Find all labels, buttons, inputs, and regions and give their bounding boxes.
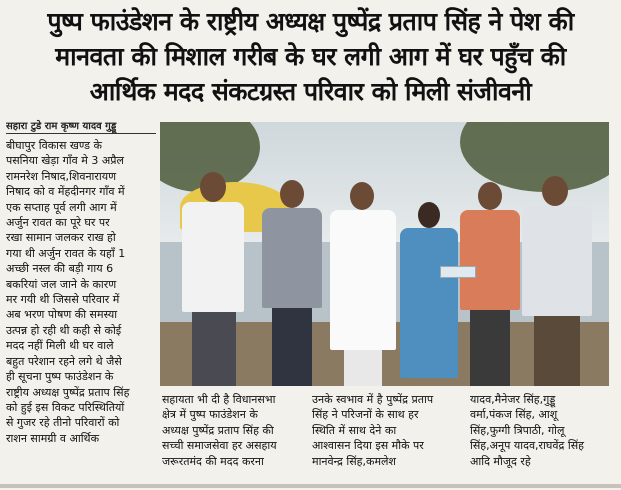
text-line: अर्जुन रावत का पूरे घर पर — [6, 216, 110, 230]
article-column-4 — [470, 392, 615, 469]
text-line: अच्छी नस्ल की बड़ी गाय 6 — [6, 262, 114, 276]
text-line: अध्यक्ष पुष्पेंद्र प्रताप सिंह की — [162, 423, 274, 437]
text-line: मानवेन्द्र सिंह,कमलेश — [312, 454, 396, 468]
text-line: पसनिया खेड़ा गाँव मे 3 अप्रैल — [6, 154, 124, 168]
headline-line-3: आर्थिक मदद संकटग्रस्त परिवार को मिली संजीवनी — [89, 77, 532, 106]
text-line: ही सूचना पुष्प फाउंडेशन के — [6, 370, 114, 384]
text-line: रामनरेश निषाद,शिवनारायण — [6, 169, 117, 183]
text-line: सिंह,फुग्गी त्रिपाठी, गोलू — [470, 423, 565, 437]
news-photo — [160, 122, 609, 386]
bottom-rule — [0, 484, 621, 488]
text-line: बकरियां जल जाने के कारण — [6, 277, 117, 291]
text-line: स्थिति में साथ देने का — [312, 423, 397, 437]
text-line: बहुत परेशान रहने लगे थे जैसे — [6, 354, 122, 368]
text-line: आदि मौजूद रहे — [470, 454, 531, 468]
text-line: आश्वासन दिया इस मौके पर — [312, 439, 424, 453]
text-line: से गुजर रहे तीनो परिवारों को — [6, 416, 120, 430]
text-line: रखा सामान जलकर राख हो — [6, 231, 116, 245]
byline: सहारा टुडे राम कृष्ण यादव गुड्डू — [6, 118, 156, 134]
text-line: राशन सामग्री व आर्थिक — [6, 431, 100, 445]
text-line: गया थी अर्जुन रावत के यहाँ 1 — [6, 246, 126, 260]
text-line: सिंह ने परिजनों के साथ हर — [312, 408, 419, 422]
text-line: क्षेत्र में पुष्प फाउंडेशन के — [162, 408, 258, 422]
text-line: जरूरतमंद की मदद करना — [162, 454, 264, 468]
text-line: निषाद को व मेंहदीनगर गाँव में — [6, 185, 125, 199]
headline-line-2: मानवता की मिशाल गरीब के घर लगी आग में घर पहुँच की — [55, 42, 566, 71]
article-column-2 — [162, 392, 294, 469]
headline-line-1: पुष्प फाउंडेशन के राष्ट्रीय अध्यक्ष पुष्पेंद्र प्रताप सिंह ने पेश की — [47, 7, 574, 36]
photo-cash-packet — [440, 266, 476, 278]
text-line: सिंह,अनूप यादव,राघवेंद्र सिंह — [470, 439, 584, 453]
text-line: उनके स्वभाव में है पुष्पेंद्र प्रताप — [312, 393, 434, 406]
text-line: सच्ची समाजसेवा हर असहाय — [162, 439, 277, 453]
headline — [0, 4, 621, 109]
text-line: उत्पन्न हो रही थी कही से कोई — [6, 323, 122, 337]
text-line: यादव,मैनेजर सिंह,गुड्डू — [470, 393, 556, 406]
text-line: मर गयी थी जिससे परिवार में — [6, 293, 120, 307]
text-line: सहायता भी दी है विधानसभा — [162, 393, 276, 406]
text-line: राष्ट्रीय अध्यक्ष पुष्पेंद्र प्रताप सिंह — [6, 385, 130, 399]
text-line: को हुई इस विकट परिस्थितियों — [6, 400, 125, 414]
text-line: अब भरण पोषण की समस्या — [6, 308, 118, 322]
text-line: एक सप्ताह पूर्व लगी आग में — [6, 200, 117, 214]
article-column-3 — [312, 392, 452, 469]
text-line: बीघापुर विकास खण्ड के — [6, 139, 102, 152]
text-line: मदद नहीं मिली थी घर वाले — [6, 339, 114, 353]
article-column-1 — [6, 138, 154, 446]
text-line: वर्मा,पंकज सिंह, आशू — [470, 408, 558, 422]
